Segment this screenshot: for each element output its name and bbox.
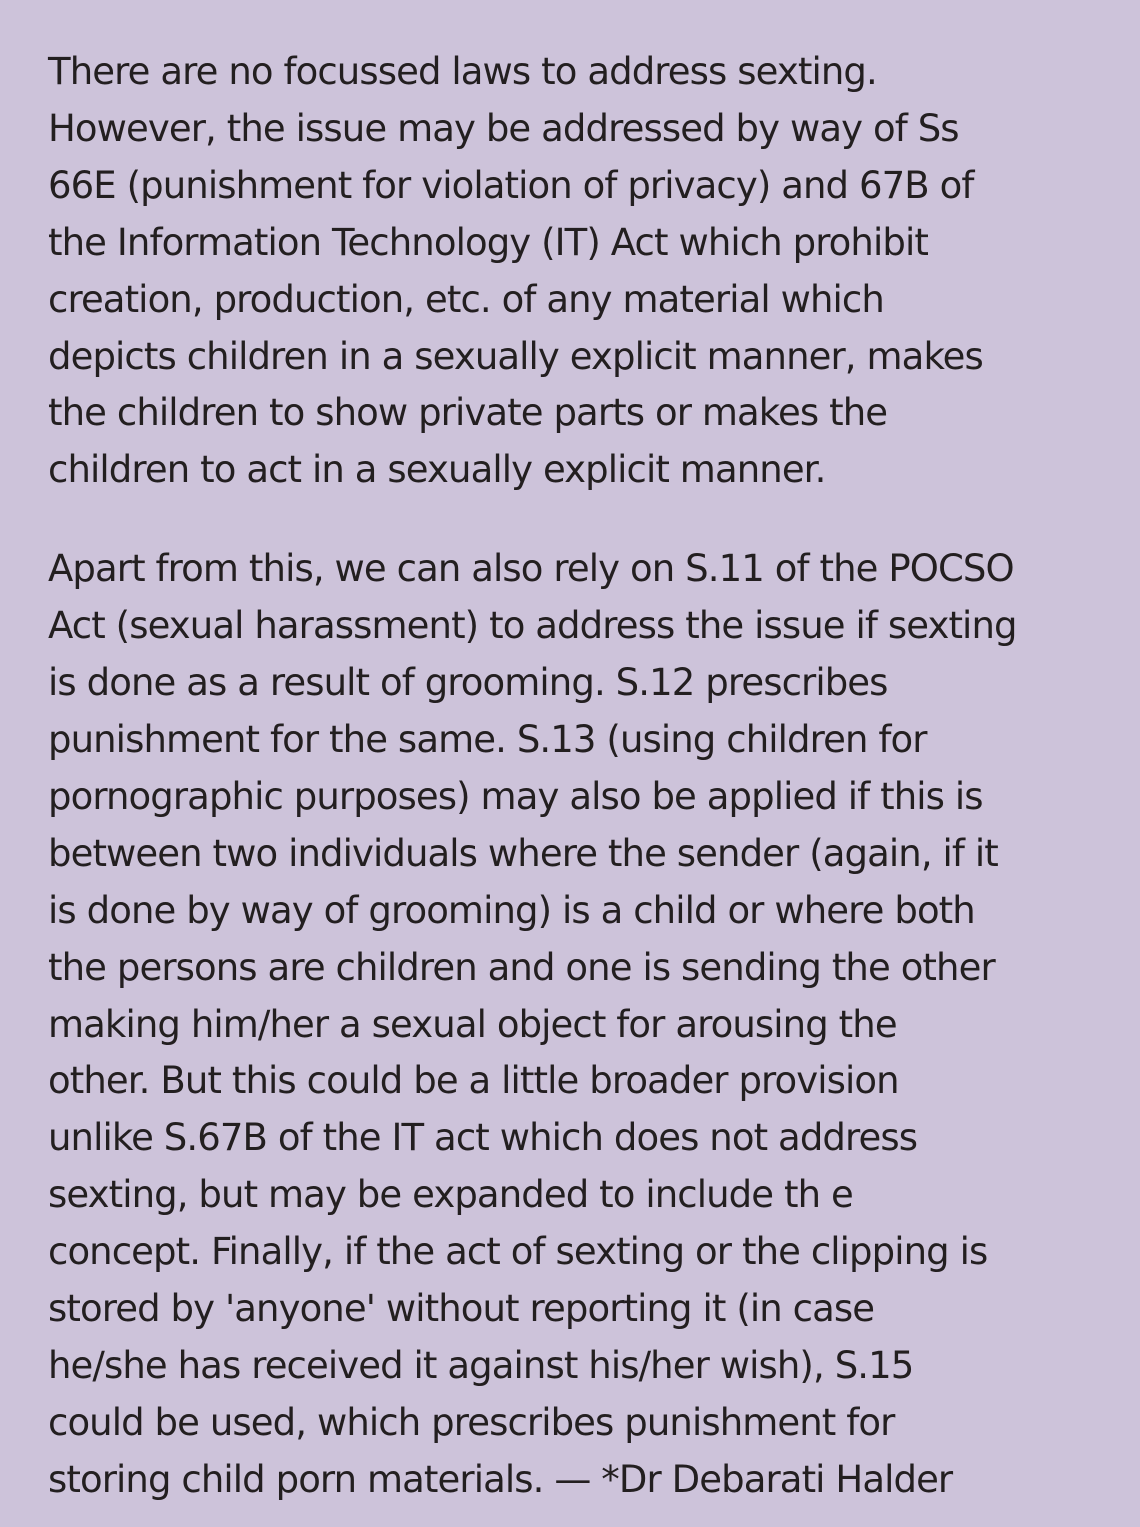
paragraph-legal-overview: There are no focussed laws to address sexting. However, the issue may be addressed by way of Ss 66E (punishment for violation of privacy) and 67B of the Information Technology (IT) Act which prohibit creation, production, etc. of any material which depicts children in a sexually explicit manner, makes the children to show private parts or makes the children to act in a sexually explicit manner. <box>48 50 983 492</box>
paragraph-pocso-provisions: Apart from this, we can also rely on S.11 of the POCSO Act (sexual harassment) to address the issue if sexting is done as a result of grooming. S.12 prescribes punishment for the same. S.13 (using children for pornographic purposes) may also be applied if this is between two individuals where the sender (again, if it is done by way of grooming) is a child or where both the persons are children and one is sending the other making him/her a sexual object for arousing the other. But this could be a little broader provision unlike S.67B of the IT act which does not address sexting, but may be expanded to include th e concept. Finally, if the act of sexting or the clipping is stored by 'anyone' without reporting it (in case he/she has received it against his/her wish), S.15 could be used, which prescribes punishment for storing child porn materials. — *Dr Debarati Halder <box>48 547 1017 1501</box>
